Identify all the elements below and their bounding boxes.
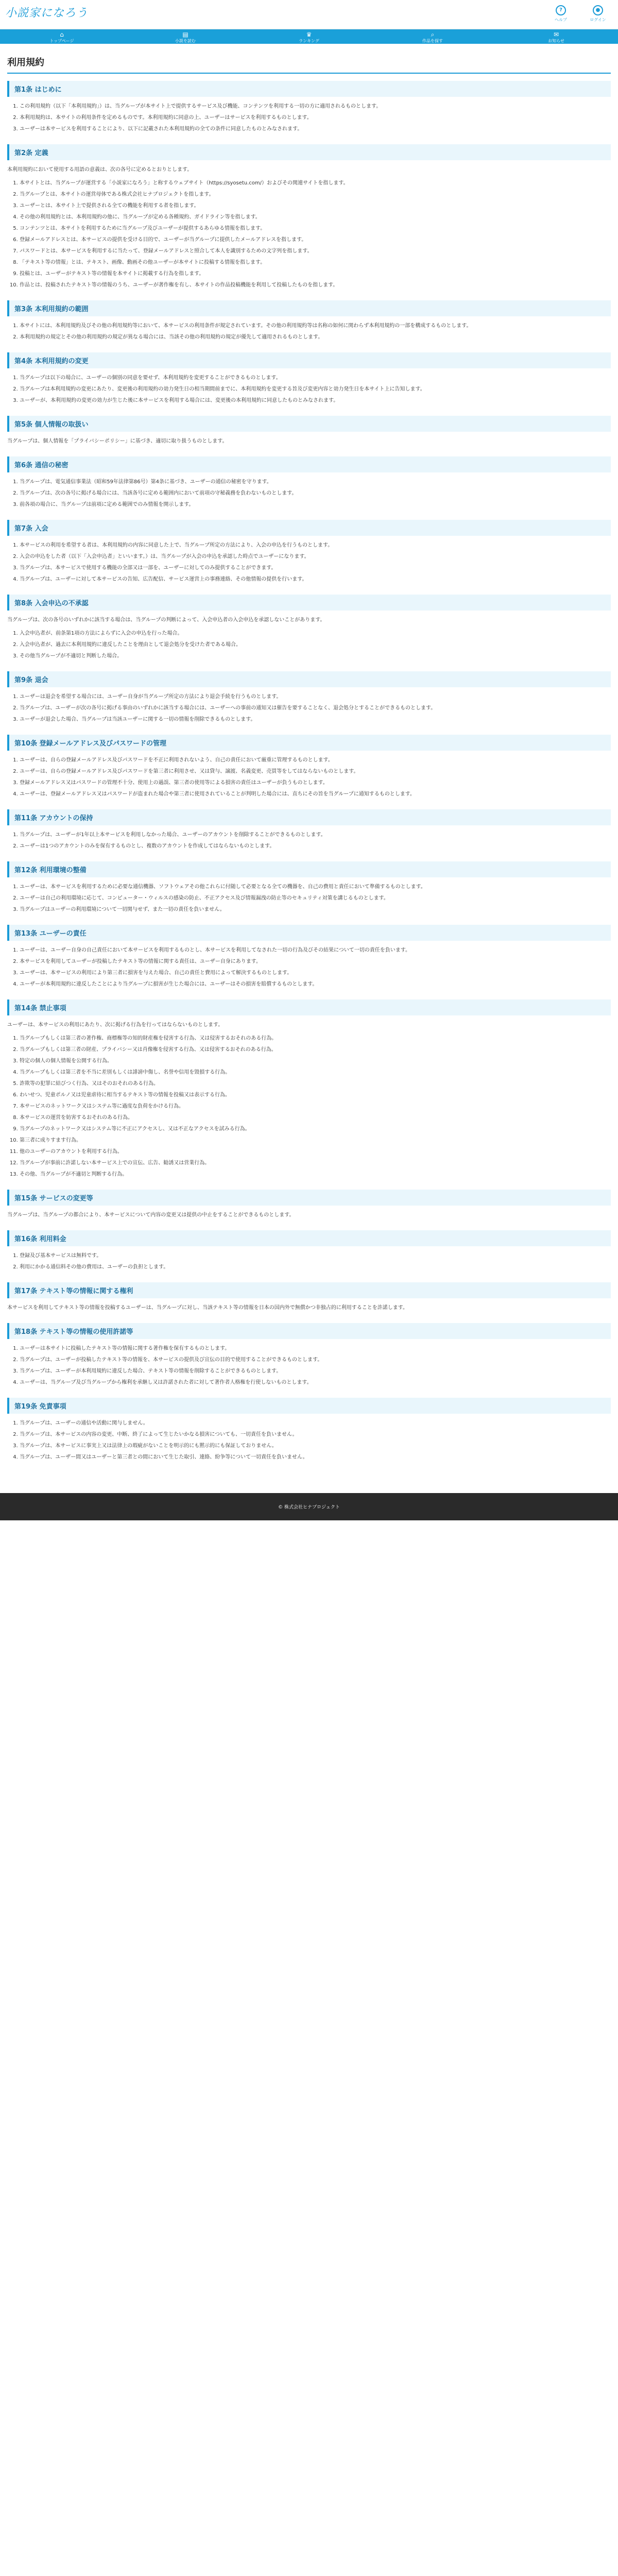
section-list — [7, 882, 611, 916]
section-list — [7, 1418, 611, 1463]
section-list — [7, 372, 611, 406]
list-item: 3. 登録メールアドレス又はパスワードの管理不十分、使用上の過誤、第三者の使用等による損害の責任はユーザーが負うものとします。 — [20, 777, 611, 789]
list-item: 3. 前各項の場合に、当グループは前項に定める範囲でのみ情報を開示します。 — [20, 499, 611, 511]
list-item: 4. 当グループもしくは第三者を不当に差別もしくは誹謗中傷し、名誉や信用を毀損する行為。 — [20, 1067, 611, 1078]
section-list — [7, 691, 611, 725]
list-item: 3. ユーザーが、本利用規約の変更の効力が生じた後に本サービスを利用する場合には、変更後の本利用規約に同意したものとみなされます。 — [20, 395, 611, 406]
terms-section — [7, 416, 611, 447]
terms-section — [7, 456, 611, 511]
list-item: 1. ユーザーは退会を希望する場合には、ユーザー自身が当グループ所定の方法により退会手続を行うものとします。 — [20, 691, 611, 703]
list-item: 9. 当グループのネットワーク又はシステム等に不正にアクセスし、又は不正なアクセスを試みる行為。 — [20, 1124, 611, 1135]
list-item: 1. 本サービスの利用を希望する者は、本利用規約の内容に同意した上で、当グループ所定の方法により、入会の申込を行うものとします。 — [20, 540, 611, 551]
list-item: 7. パスワードとは、本サービスを利用するに当たって、登録メールアドレスと照合して本人を識別するための文字列を指します。 — [20, 246, 611, 257]
crown-icon: ♛ — [306, 31, 312, 38]
login-label: ログイン — [590, 18, 606, 22]
section-intro: 当グループは、個人情報を「プライバシーポリシー」に基づき、適切に取り扱うものとします。 — [7, 438, 228, 444]
mail-icon: ✉ — [553, 31, 559, 38]
section-list — [7, 1250, 611, 1273]
login-button[interactable] — [585, 5, 611, 23]
list-item: 10. 作品とは、投稿されたテキスト等の情報のうち、ユーザーが著作権を有し、本サイトの作品投稿機能を利用して投稿したものを指します。 — [20, 280, 611, 291]
book-icon: ▤ — [182, 31, 188, 38]
terms-section — [7, 81, 611, 135]
section-list — [7, 178, 611, 291]
list-item: 1. ユーザーは、ユーザー自身の自己責任において本サービスを利用するものとし、本サービスを利用してなされた一切の行為及びその結果について一切の責任を負います。 — [20, 945, 611, 956]
site-footer — [0, 1493, 618, 1520]
list-item: 13. その他、当グループが不適切と判断する行為。 — [20, 1169, 611, 1180]
section-list — [7, 829, 611, 852]
terms-section — [7, 671, 611, 725]
list-item: 1. 当グループもしくは第三者の著作権、商標権等の知的財産権を侵害する行為、又は侵害するおそれのある行為。 — [20, 1033, 611, 1044]
list-item: 1. 本サイトとは、当グループが運営する「小説家になろう」と称するウェブサイト（https://syosetu.com/）およびその関連サイトを指します。 — [20, 178, 611, 189]
list-item: 1. 当グループは、ユーザーの通信や活動に関与しません。 — [20, 1418, 611, 1429]
terms-section — [7, 1323, 611, 1388]
list-item: 6. わいせつ、児童ポルノ又は児童虐待に相当するテキスト等の情報を投稿又は表示する行為。 — [20, 1090, 611, 1101]
list-item: 2. 当グループは本利用規約の変更にあたり、変更後の利用規約の効力発生日の相当期間前までに、本利用規約を変更する旨及び変更内容と効力発生日を本サイト上に告知します。 — [20, 384, 611, 395]
terms-section — [7, 1398, 611, 1463]
header-actions — [548, 5, 611, 23]
section-title: 第19条 免責事項 — [7, 1398, 611, 1414]
nav-item-ranking[interactable] — [247, 29, 371, 44]
home-icon: ⌂ — [60, 31, 64, 38]
nav-item-read[interactable] — [124, 29, 247, 44]
section-title: 第17条 テキスト等の情報に関する権利 — [7, 1282, 611, 1298]
section-list — [7, 320, 611, 343]
list-item: 1. 当グループは以下の場合に、ユーザーの個別の同意を要せず、本利用規約を変更することができるものとします。 — [20, 372, 611, 384]
terms-section — [7, 1190, 611, 1221]
section-list — [7, 101, 611, 135]
section-intro: 本サービスを利用してテキスト等の情報を投稿するユーザーは、当グループに対し、当該テキスト等の情報を日本の国内外で無償かつ非独占的に利用することを許諾します。 — [7, 1305, 408, 1311]
nav-label: お知らせ — [548, 39, 564, 43]
help-label: ヘルプ — [555, 18, 567, 22]
list-item: 11. 他のユーザーのアカウントを利用する行為。 — [20, 1146, 611, 1158]
terms-section — [7, 925, 611, 990]
footer-text: © 株式会社ヒナプロジェクト — [278, 1505, 340, 1510]
list-item: 2. 当グループは、次の各号に掲げる場合には、当該各号に定める範囲内において前項の守秘義務を負わないものとします。 — [20, 488, 611, 499]
section-list — [7, 540, 611, 585]
list-item: 1. 登録及び基本サービスは無料です。 — [20, 1250, 611, 1262]
section-title: 第10条 登録メールアドレス及びパスワードの管理 — [7, 735, 611, 751]
list-item: 1. この利用規約（以下「本利用規約」）は、当グループが本サイト上で提供するサービス及び機能、コンテンツを利用する一切の方に適用されるものとします。 — [20, 101, 611, 112]
list-item: 2. 当グループもしくは第三者の財産、プライバシー又は肖像権を侵害する行為、又は侵害するおそれのある行為。 — [20, 1044, 611, 1056]
list-item: 1. ユーザーは、自らの登録メールアドレス及びパスワードを不正に利用されないよう、自己の責任において厳重に管理するものとします。 — [20, 755, 611, 766]
section-intro: ユーザーは、本サービスの利用にあたり、次に掲げる行為を行ってはならないものとします。 — [7, 1022, 224, 1028]
section-title: 第4条 本利用規約の変更 — [7, 352, 611, 368]
terms-section — [7, 1282, 611, 1314]
terms-section — [7, 999, 611, 1180]
list-item: 3. ユーザーは本サービスを利用することにより、以下に記載された本利用規約の全ての条件に同意したものとみなされます。 — [20, 124, 611, 135]
list-item: 2. 当グループは、本サービスの内容の変更、中断、終了によって生じたいかなる損害についても、一切責任を負いません。 — [20, 1429, 611, 1440]
section-title: 第8条 入会申込の不承認 — [7, 595, 611, 611]
list-item: 3. ユーザーが退会した場合、当グループは当該ユーザーに関する一切の情報を削除できるものとします。 — [20, 714, 611, 725]
section-list — [7, 945, 611, 990]
section-list — [7, 477, 611, 511]
list-item: 2. ユーザーは、自らの登録メールアドレス及びパスワードを第三者に利用させ、又は貸与、譲渡、名義変更、売買等をしてはならないものとします。 — [20, 766, 611, 777]
list-item: 1. ユーザーは、本サービスを利用するために必要な通信機器、ソフトウェアその他これらに付随して必要となる全ての機器を、自己の費用と責任において準備するものとします。 — [20, 882, 611, 893]
list-item: 2. 当グループは、ユーザーが次の各号に掲げる事由のいずれかに該当する場合には、ユーザーへの事前の通知又は催告を要することなく、退会処分とすることができるものとします。 — [20, 703, 611, 714]
nav-item-top[interactable] — [0, 29, 124, 44]
list-item: 4. ユーザーが本利用規約に違反したことにより当グループに損害が生じた場合には、ユーザーはその損害を賠償するものとします。 — [20, 979, 611, 990]
list-item: 4. ユーザーは、当グループ及び当グループから権利を承継し又は許諾された者に対して著作者人格権を行使しないものとします。 — [20, 1377, 611, 1388]
terms-section — [7, 520, 611, 585]
list-item: 3. 当グループは、本サービスに事実上又は法律上の瑕疵がないことを明示的にも黙示的にも保証しておりません。 — [20, 1440, 611, 1452]
list-item: 3. ユーザーは、本サービスの利用により第三者に損害を与えた場合、自己の責任と費用によって解決するものとします。 — [20, 968, 611, 979]
terms-sections — [7, 81, 611, 1463]
terms-section — [7, 809, 611, 852]
list-item: 2. 当グループは、ユーザーが投稿したテキスト等の情報を、本サービスの提供及び宣伝の目的で使用することができるものとします。 — [20, 1354, 611, 1366]
section-title: 第15条 サービスの変更等 — [7, 1190, 611, 1206]
list-item: 2. ユーザーは自己の利用環境に応じて、コンピューター・ウィルスの感染の防止、不正アクセス及び情報漏洩の防止等のセキュリティ対策を講じるものとします。 — [20, 893, 611, 904]
section-title: 第3条 本利用規約の範囲 — [7, 300, 611, 316]
list-item: 6. 登録メールアドレスとは、本サービスの提供を受ける目的で、ユーザーが当グループに提供したメールアドレスを指します。 — [20, 234, 611, 246]
list-item: 5. 詐欺等の犯罪に結びつく行為、又はそのおそれのある行為。 — [20, 1078, 611, 1090]
section-list — [7, 1033, 611, 1180]
list-item: 7. 本サービスのネットワーク又はシステム等に過度な負荷をかける行為。 — [20, 1101, 611, 1112]
logo-text: 小説家になろう — [5, 7, 89, 20]
section-title: 第12条 利用環境の整備 — [7, 861, 611, 877]
list-item: 4. その他の利用規約とは、本利用規約の他に、当グループが定める各種規約、ガイドライン等を指します。 — [20, 212, 611, 223]
nav-label: 小説を読む — [175, 39, 196, 43]
list-item: 2. 入会の申込をした者（以下「入会申込者」といいます。）は、当グループが入会の申込を承認した時点でユーザーになります。 — [20, 551, 611, 563]
section-list — [7, 1343, 611, 1388]
help-button[interactable] — [548, 5, 574, 23]
terms-section — [7, 861, 611, 916]
main-nav — [0, 29, 618, 44]
list-item: 2. 利用にかかる通信料その他の費用は、ユーザーの負担とします。 — [20, 1262, 611, 1273]
list-item: 1. ユーザーは本サイトに投稿したテキスト等の情報に関する著作権を保有するものとします。 — [20, 1343, 611, 1354]
site-logo[interactable] — [5, 4, 88, 20]
list-item: 9. 投稿とは、ユーザーがテキスト等の情報を本サイトに掲載する行為を指します。 — [20, 268, 611, 280]
nav-item-search[interactable] — [371, 29, 494, 44]
section-title: 第6条 通信の秘密 — [7, 456, 611, 472]
main-content — [0, 44, 618, 1478]
nav-label: トップページ — [49, 39, 74, 43]
list-item: 2. 本利用規約は、本サイトの利用条件を定めるものです。本利用規約に同意の上、ユーザーはサービスを利用するものとします。 — [20, 112, 611, 124]
list-item: 5. コンテンツとは、本サイトを利用するために当グループ及びユーザーが提供するあらゆる情報を指します。 — [20, 223, 611, 234]
terms-section — [7, 1230, 611, 1273]
list-item: 3. 特定の個人の個人情報を公開する行為。 — [20, 1056, 611, 1067]
section-intro: 当グループは、次の各号のいずれかに該当する場合は、当グループの判断によって、入会申込者の入会申込を承認しないことがあります。 — [7, 617, 325, 623]
list-item: 2. 入会申込者が、過去に本利用規約に違反したことを理由として退会処分を受けた者である場合。 — [20, 639, 611, 651]
list-item: 2. 当グループとは、本サイトの運営母体である株式会社ヒナプロジェクトを指します。 — [20, 189, 611, 200]
section-title: 第11条 アカウントの保持 — [7, 809, 611, 825]
list-item: 4. ユーザーは、登録メールアドレス又はパスワードが盗まれた場合や第三者に使用されていることが判明した場合には、直ちにその旨を当グループに通知するものとします。 — [20, 789, 611, 800]
list-item: 3. 当グループはユーザーの利用環境について一切関与せず、また一切の責任を負いません。 — [20, 904, 611, 916]
section-intro: 本利用規約において使用する用語の意義は、次の各号に定めるとおりとします。 — [7, 167, 193, 173]
page-title: 利用規約 — [7, 49, 611, 74]
section-title: 第16条 利用料金 — [7, 1230, 611, 1246]
list-item: 1. 当グループは、ユーザーが1年以上本サービスを利用しなかった場合、ユーザーのアカウントを削除することができるものとします。 — [20, 829, 611, 841]
list-item: 1. 当グループは、電気通信事業法（昭和59年法律第86号）第4条に基づき、ユーザーの通信の秘密を守ります。 — [20, 477, 611, 488]
section-title: 第2条 定義 — [7, 144, 611, 160]
list-item: 3. ユーザーとは、本サイト上で提供される全ての機能を利用する者を指します。 — [20, 200, 611, 212]
terms-section — [7, 352, 611, 406]
list-item: 3. その他当グループが不適切と判断した場合。 — [20, 651, 611, 662]
list-item: 3. 当グループは、ユーザーが本利用規約に違反した場合、テキスト等の情報を削除することができるものとします。 — [20, 1366, 611, 1377]
search-icon: ⌕ — [431, 31, 435, 38]
list-item: 4. 当グループは、ユーザーに対して本サービスの告知、広告配信、サービス運営上の事務連絡、その他情報の提供を行います。 — [20, 574, 611, 585]
terms-section — [7, 735, 611, 800]
section-intro: 当グループは、当グループの都合により、本サービスについて内容の変更又は提供の中止をすることができるものとします。 — [7, 1212, 295, 1218]
terms-section — [7, 595, 611, 662]
section-title: 第7条 入会 — [7, 520, 611, 536]
section-title: 第14条 禁止事項 — [7, 999, 611, 1015]
list-item: 10. 第三者に成りすます行為。 — [20, 1135, 611, 1146]
nav-item-news[interactable] — [494, 29, 618, 44]
list-item: 12. 当グループが事前に許諾しない本サービス上での宣伝、広告、勧誘又は営業行為。 — [20, 1158, 611, 1169]
list-item: 8. 本サービスの運営を妨害するおそれのある行為。 — [20, 1112, 611, 1124]
section-title: 第5条 個人情報の取扱い — [7, 416, 611, 432]
list-item: 1. 本サイトには、本利用規約及びその他の利用規約等において、本サービスの利用条件が規定されています。その他の利用規約等は名称の如何に関わらず本利用規約の一部を構成するものとします。 — [20, 320, 611, 332]
list-item: 2. 本サービスを利用してユーザーが投稿したテキスト等の情報に関する責任は、ユーザー自身にあります。 — [20, 956, 611, 968]
list-item: 3. 当グループは、本サービスで使用する機能の全部又は一部を、ユーザーに対してのみ提供することができます。 — [20, 563, 611, 574]
nav-label: 作品を探す — [422, 39, 443, 43]
list-item: 2. 本利用規約の規定とその他の利用規約の規定が異なる場合には、当該その他の利用規約の規定が優先して適用されるものとします。 — [20, 332, 611, 343]
terms-section — [7, 300, 611, 343]
section-title: 第1条 はじめに — [7, 81, 611, 97]
site-header — [0, 0, 618, 29]
section-list — [7, 755, 611, 800]
list-item: 4. 当グループは、ユーザー間又はユーザーと第三者との間において生じた取引、連絡、紛争等について一切責任を負いません。 — [20, 1452, 611, 1463]
list-item: 1. 入会申込者が、前条第1項の方法によらずに入会の申込を行った場合。 — [20, 628, 611, 639]
section-title: 第13条 ユーザーの責任 — [7, 925, 611, 941]
section-title: 第18条 テキスト等の情報の使用許諾等 — [7, 1323, 611, 1339]
list-item: 2. ユーザーは1つのアカウントのみを保有するものとし、複数のアカウントを作成してはならないものとします。 — [20, 841, 611, 852]
nav-label: ランキング — [299, 39, 319, 43]
user-icon: ● — [593, 5, 603, 15]
terms-section — [7, 144, 611, 291]
section-list — [7, 628, 611, 662]
section-title: 第9条 退会 — [7, 671, 611, 687]
list-item: 8. 「テキスト等の情報」とは、テキスト、画像、動画その他ユーザーが本サイトに投稿する情報を指します。 — [20, 257, 611, 268]
help-icon: ? — [556, 5, 566, 15]
